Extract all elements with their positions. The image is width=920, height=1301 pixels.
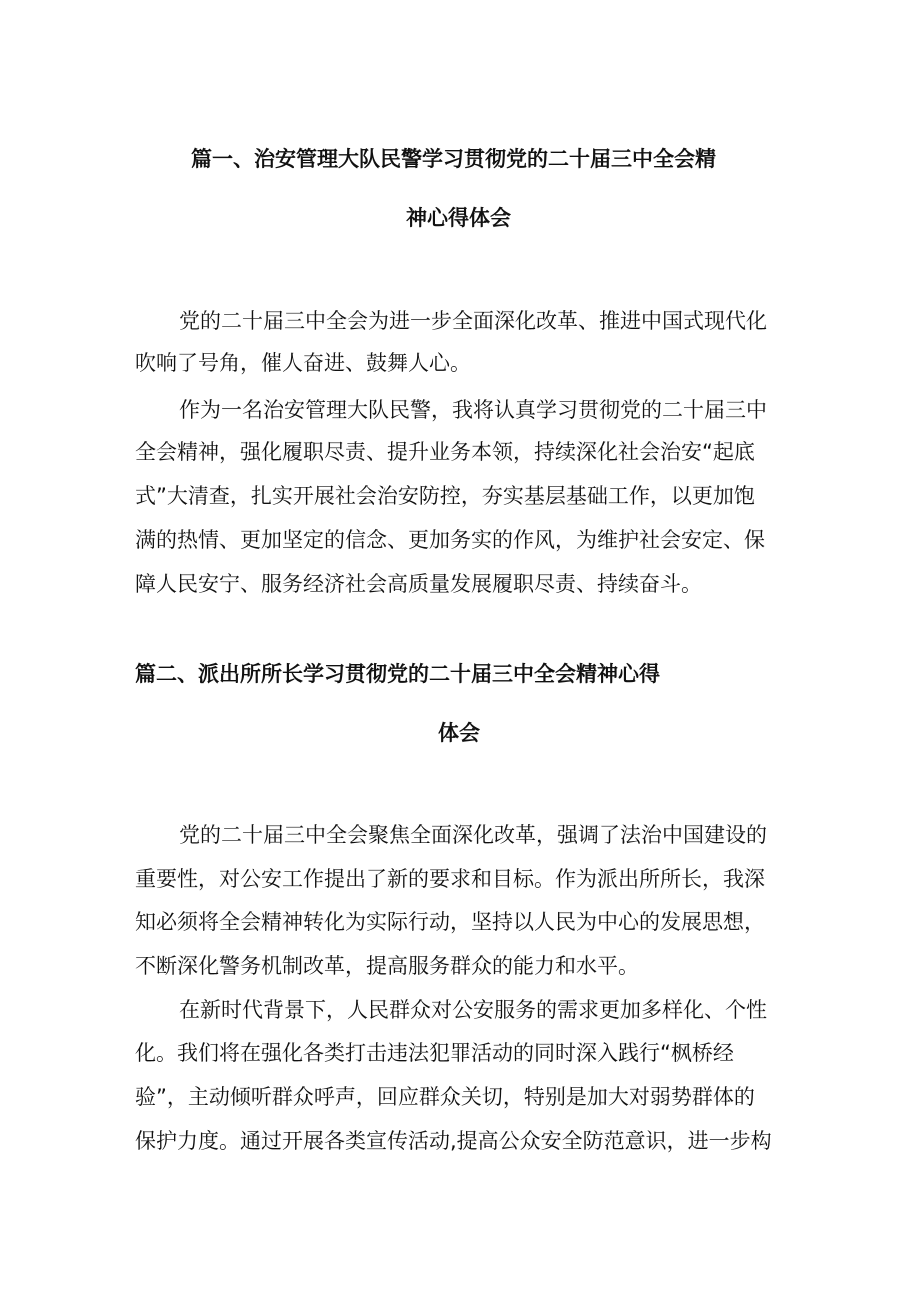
section-2-title-line-2: 体会 — [438, 721, 480, 745]
paragraph-line: 在新时代背景下，人民群众对公安服务的需求更加多样化、个性 — [179, 998, 767, 1022]
paragraph-line: 满的热情、更加坚定的信念、更加务实的作风，为维护社会安定、保 — [135, 528, 765, 552]
paragraph-line: 化。我们将在强化各类打击违法犯罪活动的同时深入践行“枫桥经 — [135, 1041, 734, 1065]
section-2-title-line-1: 篇二、派出所所长学习贯彻党的二十届三中全会精神心得 — [135, 662, 660, 686]
section-1-title-line-1: 篇一、治安管理大队民警学习贯彻党的二十届三中全会精 — [191, 147, 716, 171]
paragraph-line: 重要性，对公安工作提出了新的要求和目标。作为派出所所长，我深 — [135, 867, 765, 891]
paragraph-line: 式”大清查，扎实开展社会治安防控，夯实基层基础工作，以更加饱 — [135, 484, 755, 508]
paragraph-line: 保护力度。通过开展各类宣传活动,提高公众安全防范意识，进一步构 — [135, 1129, 772, 1153]
paragraph-line: 障人民安宁、服务经济社会高质量发展履职尽责、持续奋斗。 — [135, 572, 702, 596]
paragraph-line: 吹响了号角，催人奋进、鼓舞人心。 — [135, 351, 471, 375]
paragraph-line: 党的二十届三中全会为进一步全面深化改革、推进中国式现代化 — [179, 309, 767, 333]
paragraph-line: 党的二十届三中全会聚焦全面深化改革，强调了法治中国建设的 — [179, 823, 767, 847]
paragraph-line: 不断深化警务机制改革，提高服务群众的能力和水平。 — [135, 954, 639, 978]
paragraph-line: 作为一名治安管理大队民警，我将认真学习贯彻党的二十届三中 — [179, 398, 767, 422]
paragraph-line: 知必须将全会精神转化为实际行动，坚持以人民为中心的发展思想， — [135, 910, 765, 934]
section-1-title-line-2: 神心得体会 — [406, 206, 511, 230]
paragraph-line: 验”，主动倾听群众呼声，回应群众关切，特别是加大对弱势群体的 — [135, 1085, 755, 1109]
paragraph-line: 全会精神，强化履职尽责、提升业务本领，持续深化社会治安“起底 — [135, 440, 755, 464]
